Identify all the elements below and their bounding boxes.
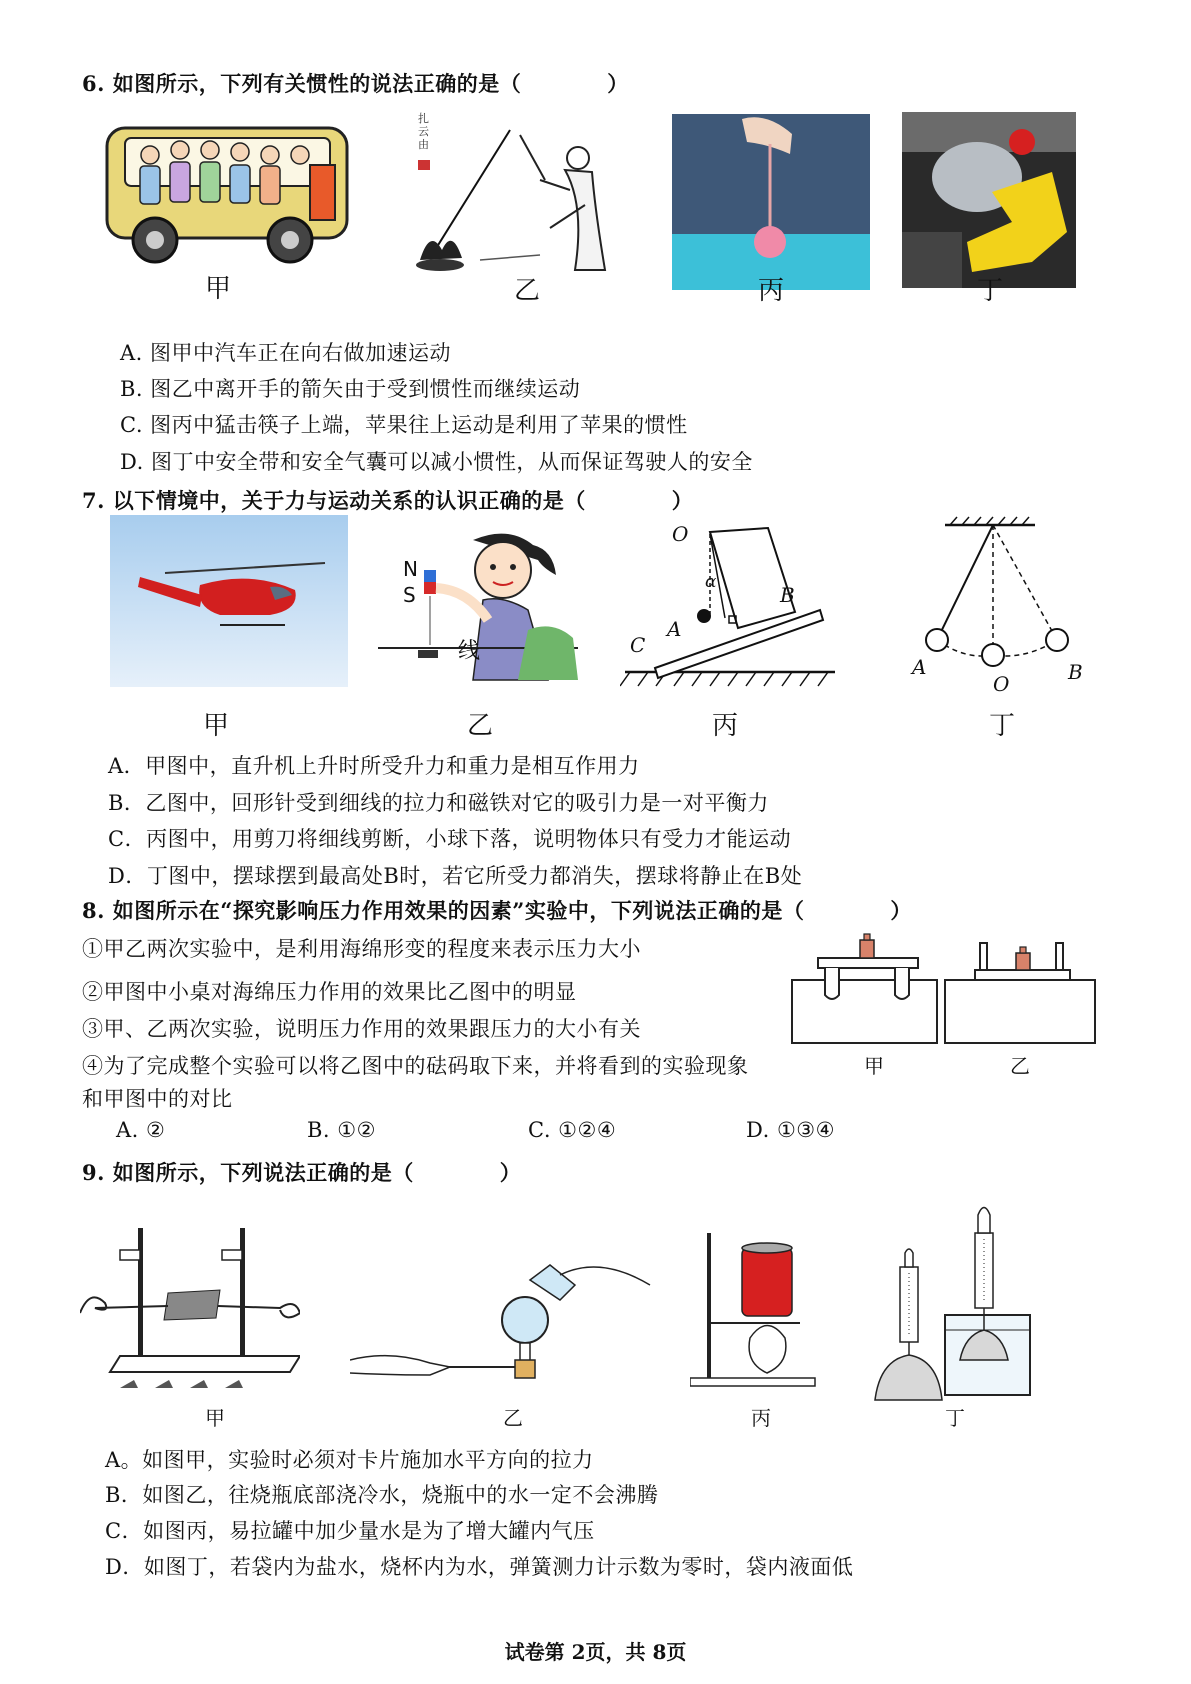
q6-fig-apple-photo (672, 114, 870, 290)
q6-fig-airbag-photo (902, 112, 1076, 288)
q6-caption-ding: 丁 (976, 276, 1003, 306)
q8-statement-2: ②甲图中小桌对海绵压力作用的效果比乙图中的明显 (82, 980, 577, 1004)
q7-caption-bing: 丙 (711, 711, 738, 741)
q6-caption-yi: 乙 (513, 276, 540, 306)
q7-thread-label: 线 (458, 639, 481, 664)
q6-option-b: B. 图乙中离开手的箭矢由于受到惯性而继续运动 (120, 377, 581, 401)
q9-option-c: C．如图丙，易拉罐中加少量水是为了增大罐内气压 (105, 1519, 595, 1543)
q9-caption-yi: 乙 (503, 1406, 523, 1430)
q9-caption-ding: 丁 (945, 1406, 965, 1430)
q8-statement-4: ④为了完成整个实验可以将乙图中的砝码取下来，并将看到的实验现象 (82, 1054, 749, 1078)
q7-option-b: B．乙图中，回形针受到细线的拉力和磁铁对它的吸引力是一对平衡力 (108, 791, 769, 815)
q7-magnet-s: S (403, 583, 416, 607)
q9-option-d: D．如图丁，若袋内为盐水，烧杯内为水，弹簧测力计示数为零时，袋内液面低 (105, 1555, 854, 1579)
q9-caption-jia: 甲 (205, 1406, 225, 1430)
q8-caption-jia: 甲 (864, 1054, 884, 1078)
q6-fig-bus (95, 110, 360, 275)
q7-label-b: B (780, 583, 795, 607)
q7-caption-jia: 甲 (202, 711, 229, 741)
q6-option-d: D. 图丁中安全带和安全气囊可以减小惯性，从而保证驾驶人的安全 (120, 450, 753, 474)
q8-stem: 8. 如图所示在“探究影响压力作用效果的因素”实验中，下列说法正确的是（ ） (82, 898, 912, 923)
q7-pendulum-a: A (912, 655, 927, 679)
q7-label-o: O (672, 522, 689, 546)
q7-magnet-n: N (403, 557, 418, 581)
q7-fig-pendulum (895, 515, 1095, 670)
q6-seal-text: 扎云由 (418, 112, 429, 151)
q8-caption-yi: 乙 (1010, 1054, 1030, 1078)
q9-fig-flask (350, 1255, 655, 1400)
q9-option-b: B．如图乙，往烧瓶底部浇冷水，烧瓶中的水一定不会沸腾 (105, 1483, 659, 1507)
q8-statement-3: ③甲、乙两次实验，说明压力作用的效果跟压力的大小有关 (82, 1017, 641, 1041)
q8-choice-b: B. ①② (307, 1118, 376, 1142)
q7-option-c: C．丙图中，用剪刀将细线剪断，小球下落，说明物体只有受力才能运动 (108, 827, 792, 851)
q7-fig-incline (620, 520, 840, 695)
q9-caption-bing: 丙 (751, 1406, 771, 1430)
q7-caption-ding: 丁 (988, 711, 1015, 741)
q6-option-a: A. 图甲中汽车正在向右做加速运动 (120, 341, 452, 365)
q9-option-a: A。如图甲，实验时必须对卡片施加水平方向的拉力 (105, 1448, 594, 1472)
q7-label-alpha: α (705, 572, 717, 592)
q7-fig-helicopter (110, 515, 348, 687)
q7-option-d: D．丁图中，摆球摆到最高处B时，若它所受力都消失，摆球将静止在B处 (108, 864, 803, 888)
q8-statement-1: ①甲乙两次实验中，是利用海绵形变的程度来表示压力大小 (82, 937, 641, 961)
q9-fig-card (80, 1228, 300, 1403)
q7-pendulum-o: O (993, 672, 1010, 696)
q6-caption-jia: 甲 (204, 274, 231, 304)
q8-statement-4-cont: 和甲图中的对比 (82, 1087, 233, 1111)
page-footer: 试卷第 2页，共 8页 (504, 1640, 687, 1664)
q7-caption-yi: 乙 (466, 711, 493, 741)
q9-stem: 9. 如图所示，下列说法正确的是（ ） (82, 1160, 522, 1185)
q8-choice-d: D. ①③④ (746, 1118, 835, 1142)
q8-fig-sponge (790, 925, 1100, 1045)
q7-option-a: A．甲图中，直升机上升时所受升力和重力是相互作用力 (108, 754, 640, 778)
q9-fig-spring-scale (870, 1195, 1040, 1410)
q6-fig-archer (410, 110, 650, 285)
q7-label-c: C (630, 633, 646, 657)
q6-option-c: C. 图丙中猛击筷子上端，苹果往上运动是利用了苹果的惯性 (120, 413, 688, 437)
q8-choice-a: A. ② (116, 1118, 166, 1142)
q7-pendulum-b: B (1068, 660, 1083, 684)
q6-caption-bing: 丙 (757, 276, 784, 306)
q7-stem: 7. 以下情境中，关于力与运动关系的认识正确的是（ ） (82, 488, 694, 513)
q9-fig-can (690, 1228, 820, 1403)
q6-stem: 6. 如图所示，下列有关惯性的说法正确的是（ ） (82, 71, 629, 96)
q6-seal-stamp (418, 160, 430, 170)
q8-choice-c: C. ①②④ (528, 1118, 617, 1142)
q7-label-a: A (667, 617, 682, 641)
